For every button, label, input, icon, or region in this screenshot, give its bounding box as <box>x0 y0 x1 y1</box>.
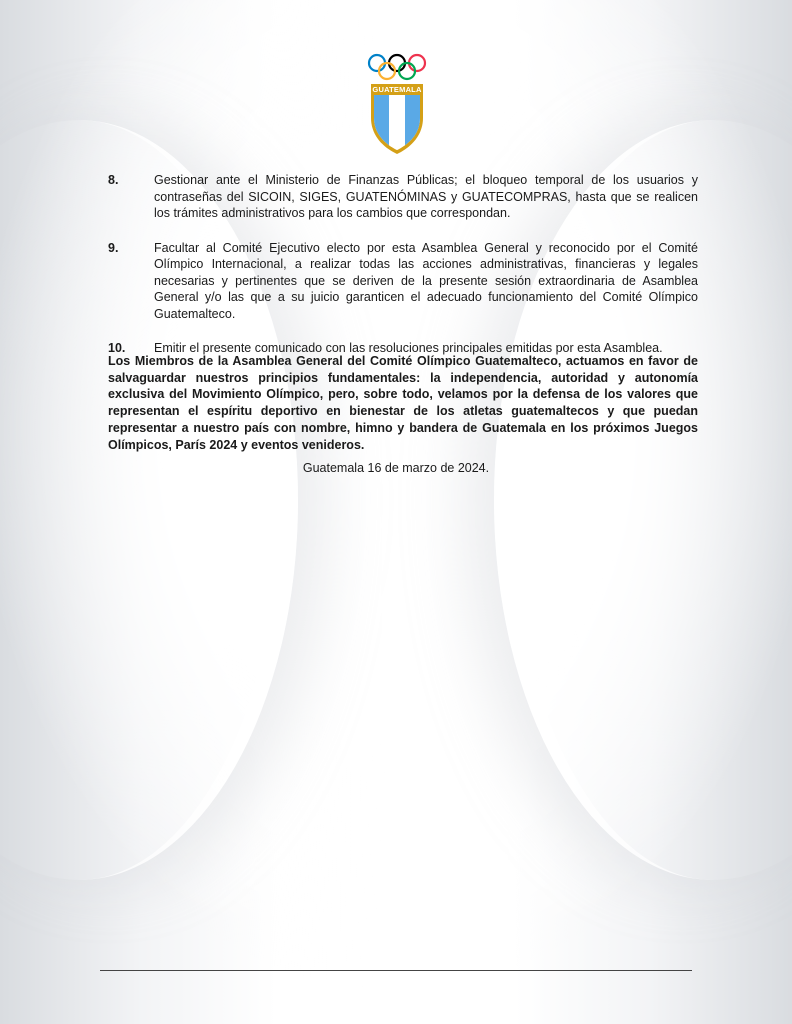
footer-divider <box>100 970 692 971</box>
item-number: 9. <box>108 240 119 255</box>
document-date: Guatemala 16 de marzo de 2024. <box>302 461 490 475</box>
item-text: Gestionar ante el Ministerio de Finanzas Públicas; el bloqueo temporal de los usuarios y contraseñas del SICOIN, SIGES, GUATENÓMINAS y GUATECOMPRAS, hasta que se realicen los trámites administrativos para los cambios que correspondan. <box>154 173 698 220</box>
item-text: Emitir el presente comunicado con las resoluciones principales emitidas por esta Asamblea. <box>154 341 663 355</box>
logo-label: GUATEMALA <box>372 85 422 94</box>
item-number: 10. <box>108 341 126 355</box>
resolution-list <box>108 172 698 375</box>
olympic-committee-logo <box>366 52 428 156</box>
list-item <box>108 240 698 323</box>
list-item <box>108 172 698 222</box>
item-number: 8. <box>108 173 119 187</box>
item-text: Facultar al Comité Ejecutivo electo por esta Asamblea General y reconocido por el Comité Olímpico Internacional, a realizar todas las acciones administrativas, financieras y legales necesarias y pertinentes que se deriven de la presente sesión extraordinaria de Asamblea General y/o las que a su juicio garanticen el adecuado funcionamiento del Comité Olímpico Guatemalteco. <box>154 240 698 321</box>
closing-statement: Los Miembros de la Asamblea General del Comité Olímpico Guatemalteco, actuamos en favor de salvaguardar nuestros principios fundamentales: la independencia, autoridad y autonomía exclusiva del Movimiento Olímpico, pero, sobre todo, velamos por la defensa de los valores que representan el espíritu deportivo en bienestar de los atletas guatemaltecos y que puedan representar a nuestro país con nombre, himno y bandera de Guatemala en los próximos Juegos Olímpicos, París 2024 y eventos venideros. <box>108 354 698 452</box>
